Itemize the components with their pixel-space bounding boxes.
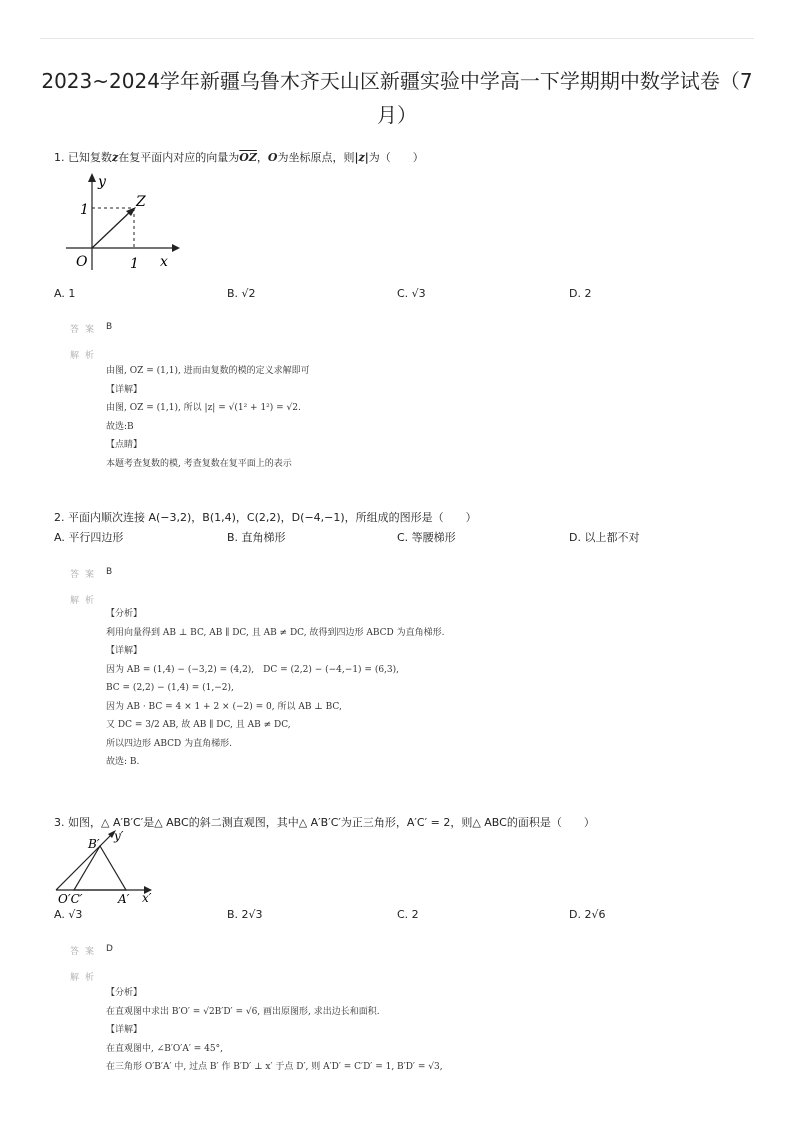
q1-answer-label: 答案 <box>70 325 101 335</box>
title-line-2: 月） <box>377 103 417 127</box>
q1-option-b[interactable]: B. √2 <box>227 287 256 300</box>
question-1-stem: 1. 已知复数z在复平面内对应的向量为$\overline{OZ}$，O为坐标原点，则|z|为（ ） <box>54 151 424 164</box>
q2-solution: 【分析】 利用向量得到 AB ⊥ BC, AB ∥ DC, 且 AB ≠ DC, 故得到四边形 ABCD 为直角梯形. 【详解】 因为 AB = (1,4) − (−3,2) = (4,2), DC = (2,2) − (−4,−1) = (6,3), BC = (2,2) − (1,4) = (1,−2), 因为 AB · BC = 4 × 1 + 2 × (−2) = 0, 所以 AB ⊥ BC, 又 DC = 3/2 AB, 故 AB ∥ DC, 且 AB ≠ DC, 所以四边形 ABCD 为直角梯形. 故选: B. <box>106 609 445 767</box>
q1-option-a[interactable]: A. 1 <box>54 287 76 300</box>
fig1-label-o: O <box>76 254 88 270</box>
q3-option-c[interactable]: C. 2 <box>397 908 419 921</box>
x-axis-arrow-icon <box>172 244 180 252</box>
question-3-stem: 3. 如图，△ A′B′C′是△ ABC的斜二测直观图，其中△ A′B′C′为正三角形，A′C′ = 2，则△ ABC的面积是（ ） <box>54 816 595 829</box>
fig1-label-y: y <box>98 174 106 190</box>
fig1-label-x: x <box>160 254 168 270</box>
fig3-label-oc: O′C′ <box>58 892 83 906</box>
question-2-stem: 2. 平面内顺次连接 A(−3,2)，B(1,4)，C(2,2)，D(−4,−1)，所组成的图形是（ ） <box>54 511 477 524</box>
q2-analysis-label: 解析 <box>70 596 101 606</box>
fig3-label-b: B′ <box>88 837 100 851</box>
fig3-label-a: A′ <box>118 892 130 906</box>
fig1-label-z: Z <box>136 194 146 210</box>
q2-answer-label: 答案 <box>70 570 101 580</box>
vector-oz <box>92 210 132 248</box>
q1-answer: B <box>106 322 113 332</box>
q2-option-c[interactable]: C. 等腰梯形 <box>397 531 456 544</box>
q3-answer-label: 答案 <box>70 947 101 957</box>
q3-option-d[interactable]: D. 2√6 <box>569 908 606 921</box>
q3-option-a[interactable]: A. √3 <box>54 908 83 921</box>
fig3-label-x: x′ <box>142 891 152 905</box>
q2-answer: B <box>106 567 113 577</box>
q1-analysis-label: 解析 <box>70 351 101 361</box>
q3-analysis-label: 解析 <box>70 973 101 983</box>
q1-option-d[interactable]: D. 2 <box>569 287 592 300</box>
fig3-label-y: y′ <box>114 829 124 843</box>
q2-option-a[interactable]: A. 平行四边形 <box>54 531 124 544</box>
question-3-figure <box>52 826 162 906</box>
y-axis-arrow-icon <box>88 173 96 182</box>
fig1-label-one-x: 1 <box>130 256 139 272</box>
title-line-1: 2023~2024学年新疆乌鲁木齐天山区新疆实验中学高一下学期期中数学试卷（7 <box>41 69 753 93</box>
y-prime-axis <box>56 832 114 890</box>
q2-option-d[interactable]: D. 以上都不对 <box>569 531 640 544</box>
q1-solution: 由图, OZ = (1,1), 进而由复数的模的定义求解即可 【详解】 由图, OZ = (1,1), 所以 |z| = √(1² + 1²) = √2. 故选:B 【点睛】 本题考查复数的模, 考查复数在复平面上的表示 <box>106 366 310 469</box>
q3-option-b[interactable]: B. 2√3 <box>227 908 263 921</box>
question-1-figure <box>60 170 180 278</box>
q1-option-c[interactable]: C. √3 <box>397 287 426 300</box>
q3-answer: D <box>106 944 113 954</box>
triangle-abc-prime <box>74 846 126 890</box>
q2-option-b[interactable]: B. 直角梯形 <box>227 531 286 544</box>
header-rule <box>40 38 754 39</box>
fig1-label-one-y: 1 <box>80 202 89 218</box>
q3-solution: 【分析】 在直观图中求出 B′O′ = √2B′D′ = √6, 画出原图形, 求出边长和面积. 【详解】 在直观图中, ∠B′O′A′ = 45°, 在三角形 O′B′A′ 中, 过点 B′ 作 B′D′ ⊥ x′ 于点 D′, 则 A′D′ = C′D′ = 1, B′D′ = √3, <box>106 988 443 1072</box>
page-title <box>0 64 794 132</box>
